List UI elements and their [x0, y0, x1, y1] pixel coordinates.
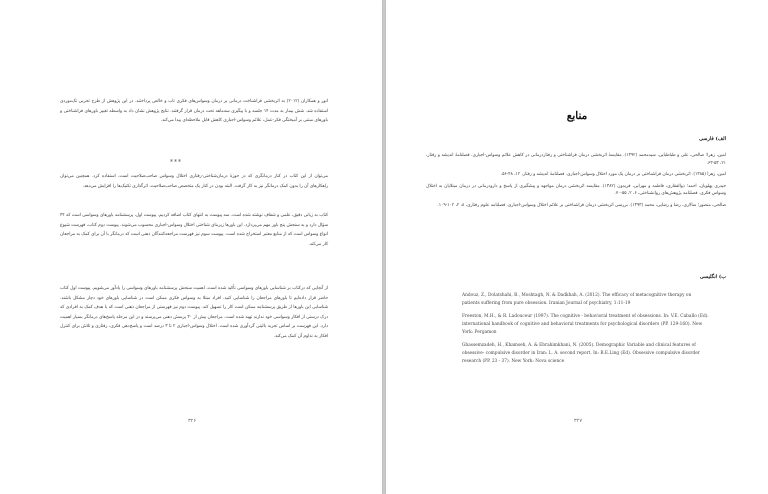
reference-en: Andouz, Z., Dolatshahi, B., Moshtagh, N. & Dadkhah, A. (2012). The efficacy of metacognitive therapy on patients suffering from pure obsession. Iranian Journal of psychiatry, 1:11-19: [462, 293, 692, 306]
reference-en: Freeston, M.H., & R. Ladouceur (1997). The cognitive - behavioral treatment of obsessions. In: V.E. Caballo (Ed). international handbook of cognitive and behavioral treatments for psychological disorders (PP. 129-160). New York: Pergamon: [462, 314, 709, 335]
reference-fa: امین، زهرا (۱۳۸۵). اثربخشی درمان فراشناختی بر درمان یک مورد اختلال وسواس-اجباری. فصلنامهٔ اندیشه و رفتار، ۱۲، ۴۸-۵۶.: [500, 172, 726, 178]
reference-fa: صالحی، منصور؛ سالاری، رضا و رضایی، محمد (۱۳۹۳). بررسی اثربخشی درمان فراشناختی بر علائم اختلال وسواس-اجباری. فصلنامه علوم رفتاری، ۸، ۲، ۱۰۲-۱۰۹.: [437, 202, 726, 208]
reference-fa: حیدری پهلویان، احمد؛ ذوالفقاری، فاطمه و مهرابی، فریدون (۱۳۸۲). مقایسه اثربخشی درمان مواجهه و پیشگیری از پاسخ و دارودرمانی در درمان مبتلایان به اختلال وسواس فکری. فصلنامه پژوهش‌های روانشناختی، ۶، ۲، ۵۵-۷۰.: [426, 183, 726, 197]
right-page: [386, 0, 768, 494]
page-number-left: ۳۲۶: [188, 418, 197, 424]
reference-fa: امین، زهرا؛ صالحی، علی و طباطبایی، سیدمحمد (۱۳۹۲). مقایسهٔ اثربخشی درمان فراشناختی و رفتاردرمانی در کاهش علائم وسواس-اجباری. فصلنامهٔ اندیشه و رفتار، ۲۱، ۵۳-۶۳.: [426, 153, 726, 166]
paragraph-3: کتاب به زبانی دقیق، علمی و شفاف نوشته شده است. سه پیوست به انتهای کتاب اضافه کردیم. پیوست اول، پرسشنامه باورهای وسواسی است که ۴۴ سؤال دارد و به سنجش پنج باور مهم می‌پردازد. این باورها زیربنای شناختی اختلال وسواس-اجباری محسوب می‌شوند. پیوست دوم کتاب، فهرست شیوع انواع وسواس است که از منابع معتبر استخراج شده است. پیوست سوم نیز فهرست مراجعه‌کنندگان ذهنی است که درمانگر با آن برای کمک به مراجعان کار می‌کند.: [60, 213, 328, 247]
section-heading-english: ب) انگلیسی: [699, 274, 726, 280]
references-title: منابع: [566, 110, 588, 122]
reference-en: Ghassemzadeh, H., Khamseh, A. & Ebrahimkhani, N. (2005). Demographic Variable and clinical features of obsessive- compulsive disorder in Iran: L. A. second report. In: B.E.Ling (Ed). Obsessive compulsive disorder research (PP. 23 - 37). New York: Nova science: [462, 343, 700, 364]
section-heading-persian: الف) فارسی: [699, 136, 726, 142]
left-page: [0, 0, 382, 494]
persian-references: [426, 152, 726, 214]
english-references: [462, 292, 710, 371]
paragraph-1: انور و همکاران (۲۰۱۲) به اثربخشی فراشناخت درمانی بر درمان وسواس‌های فکری ناب و خالص پرداختند. در این پژوهش از طرح تجربی تک‌موردی استفاده شد. شش بیمار به مدت ۱۴ جلسه و با پیگیری سه‌ماهه تحت درمان قرار گرفتند. نتایج پژوهش نشان داد به واسطه تغییر باورهای فراشناختی و باورهای مبتنی بر آمیختگی فکر-عمل، علائم وسواس-اجباری کاهش قابل ملاحظه‌ای پیدا می‌کند.: [60, 99, 328, 124]
page-number-right: ۳۲۷: [574, 418, 583, 424]
paragraph-4: از آنجایی که درکتاب بر شناسایی باورهای وسواسی تأکید شده است، اهمیت سنجش پرسشنامه باورهای وسواسی را یادآور می‌شویم. پیوست اول کتاب حاضر قرار داده‌ایم تا باورهای مراجعان را شناسایی کنید. افراد مبتلا به وسواس فکری ممکن است در شناسایی باورهای خود دچار مشکل باشند. شناسایی این باورها از طریق پرسشنامه ممکن است کار را تسهیل کند. پیوست دوم نیز فهرستی از مراجعان ذهنی است که با هدف کمک به افرادی که درک درستی از افکار وسواسی خود ندارند تهیه شده است. مراجعان بیش از ۳۰ پرسش ذهنی می‌پرسند و در این مرحله پاسخ‌های درمانگر بسیار اهمیت دارد. این فهرست بر اساس تجربه بالینی گردآوری شده است. اختلال وسواس-اجباری ۲ تا ۳ درصد است و پاسخ‌دهی فکری، رفتاری و تلاش برای کنترل افکار به تداوم آن کمک می‌کند.: [60, 286, 328, 339]
paragraph-2: می‌توان از این کتاب در کنار درمانگری که در حوزهٔ درمان‌شناختی-رفتاری اختلال وسواس صاحب‌صلاحیت است، استفاده کرد. همچنین می‌توان راهکارهای آن را بدون کمک درمانگر نیز به کار گرفت. البته بودن در کنار یک متخصص صاحب‌صلاحیت، اثرگذاری تکنیک‌ها را افزایش می‌دهد.: [60, 174, 328, 189]
section-separator: ***: [170, 159, 182, 166]
